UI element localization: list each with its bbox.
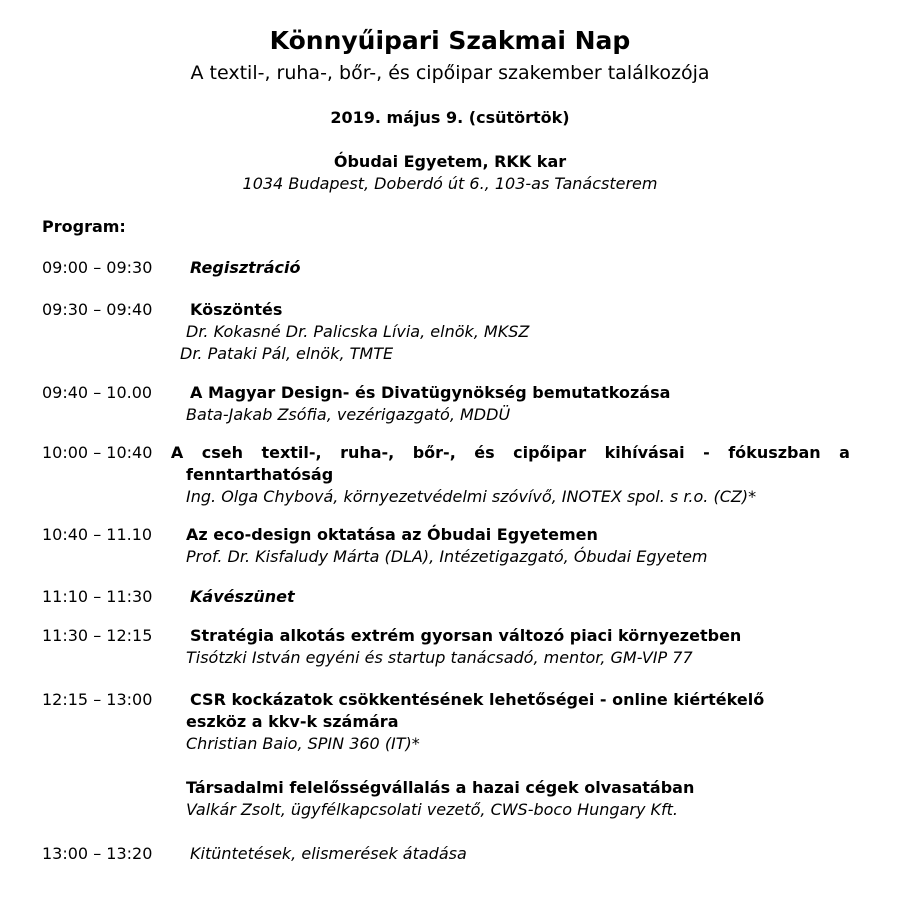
item-title: Stratégia alkotás extrém gyorsan változó piaci környezetben	[190, 626, 742, 645]
item-title-word: és	[474, 443, 495, 462]
item-title: Társadalmi felelősségvállalás a hazai cégek olvasatában	[186, 778, 695, 797]
item-speaker: Dr. Kokasné Dr. Palicska Lívia, elnök, MKSZ	[186, 322, 530, 341]
item-title-word: bőr-,	[412, 443, 456, 462]
item-title-word: a	[839, 443, 850, 462]
item-title: Regisztráció	[190, 258, 301, 277]
item-time: 11:10 – 11:30	[42, 587, 153, 606]
item-speaker: Christian Baio, SPIN 360 (IT)*	[186, 734, 420, 753]
item-speaker: Valkár Zsolt, ügyfélkapcsolati vezető, CWS-boco Hungary Kft.	[186, 800, 678, 819]
item-title-continued: eszköz a kkv-k számára	[186, 712, 399, 731]
item-time: 09:40 – 10.00	[42, 383, 153, 402]
item-title: Kitüntetések, elismerések átadása	[190, 844, 467, 863]
program-label: Program:	[42, 217, 126, 236]
item-title: Köszöntés	[190, 300, 283, 319]
item-title: CSR kockázatok csökkentésének lehetőségei - online kiértékelő	[190, 690, 765, 709]
item-time: 10:40 – 11.10	[42, 525, 153, 544]
item-title-word: cipőipar	[513, 443, 587, 462]
event-address: 1034 Budapest, Doberdó út 6., 103-as Tanácsterem	[242, 174, 658, 193]
item-title-continued: fenntarthatóság	[186, 465, 334, 484]
item-title-word: textil-,	[261, 443, 322, 462]
item-speaker: Dr. Pataki Pál, elnök, TMTE	[180, 344, 394, 363]
item-justified-line	[42, 443, 850, 462]
item-speaker: Tisótzki István egyéni és startup tanácsadó, mentor, GM-VIP 77	[186, 648, 693, 667]
item-time: 13:00 – 13:20	[42, 844, 153, 863]
item-title: Kávészünet	[190, 587, 295, 606]
item-title-word: fókuszban	[728, 443, 821, 462]
item-speaker: Bata-Jakab Zsófia, vezérigazgató, MDDÜ	[186, 405, 511, 424]
event-title: Könnyűipari Szakmai Nap	[269, 26, 631, 55]
event-venue: Óbudai Egyetem, RKK kar	[333, 152, 567, 171]
item-title-word: kihívásai	[604, 443, 685, 462]
item-time: 09:00 – 09:30	[42, 258, 153, 277]
item-title: Az eco-design oktatása az Óbudai Egyetemen	[186, 525, 598, 544]
item-speaker: Prof. Dr. Kisfaludy Márta (DLA), Intézetigazgató, Óbudai Egyetem	[186, 547, 708, 566]
item-title: A Magyar Design- és Divatügynökség bemutatkozása	[190, 383, 671, 402]
item-title-word: -	[703, 443, 710, 462]
item-title-word: cseh	[201, 443, 243, 462]
item-time: 12:15 – 13:00	[42, 690, 153, 709]
item-speaker: Ing. Olga Chybová, környezetvédelmi szóvívő, INOTEX spol. s r.o. (CZ)*	[186, 487, 757, 506]
item-time: 09:30 – 09:40	[42, 300, 153, 319]
item-time: 11:30 – 12:15	[42, 626, 153, 645]
event-subtitle: A textil-, ruha-, bőr-, és cipőipar szakember találkozója	[190, 62, 710, 84]
item-time: 10:00 – 10:40	[42, 443, 153, 462]
event-date: 2019. május 9. (csütörtök)	[330, 108, 570, 127]
item-title-word: ruha-,	[340, 443, 395, 462]
item-title-word: A	[170, 443, 184, 462]
